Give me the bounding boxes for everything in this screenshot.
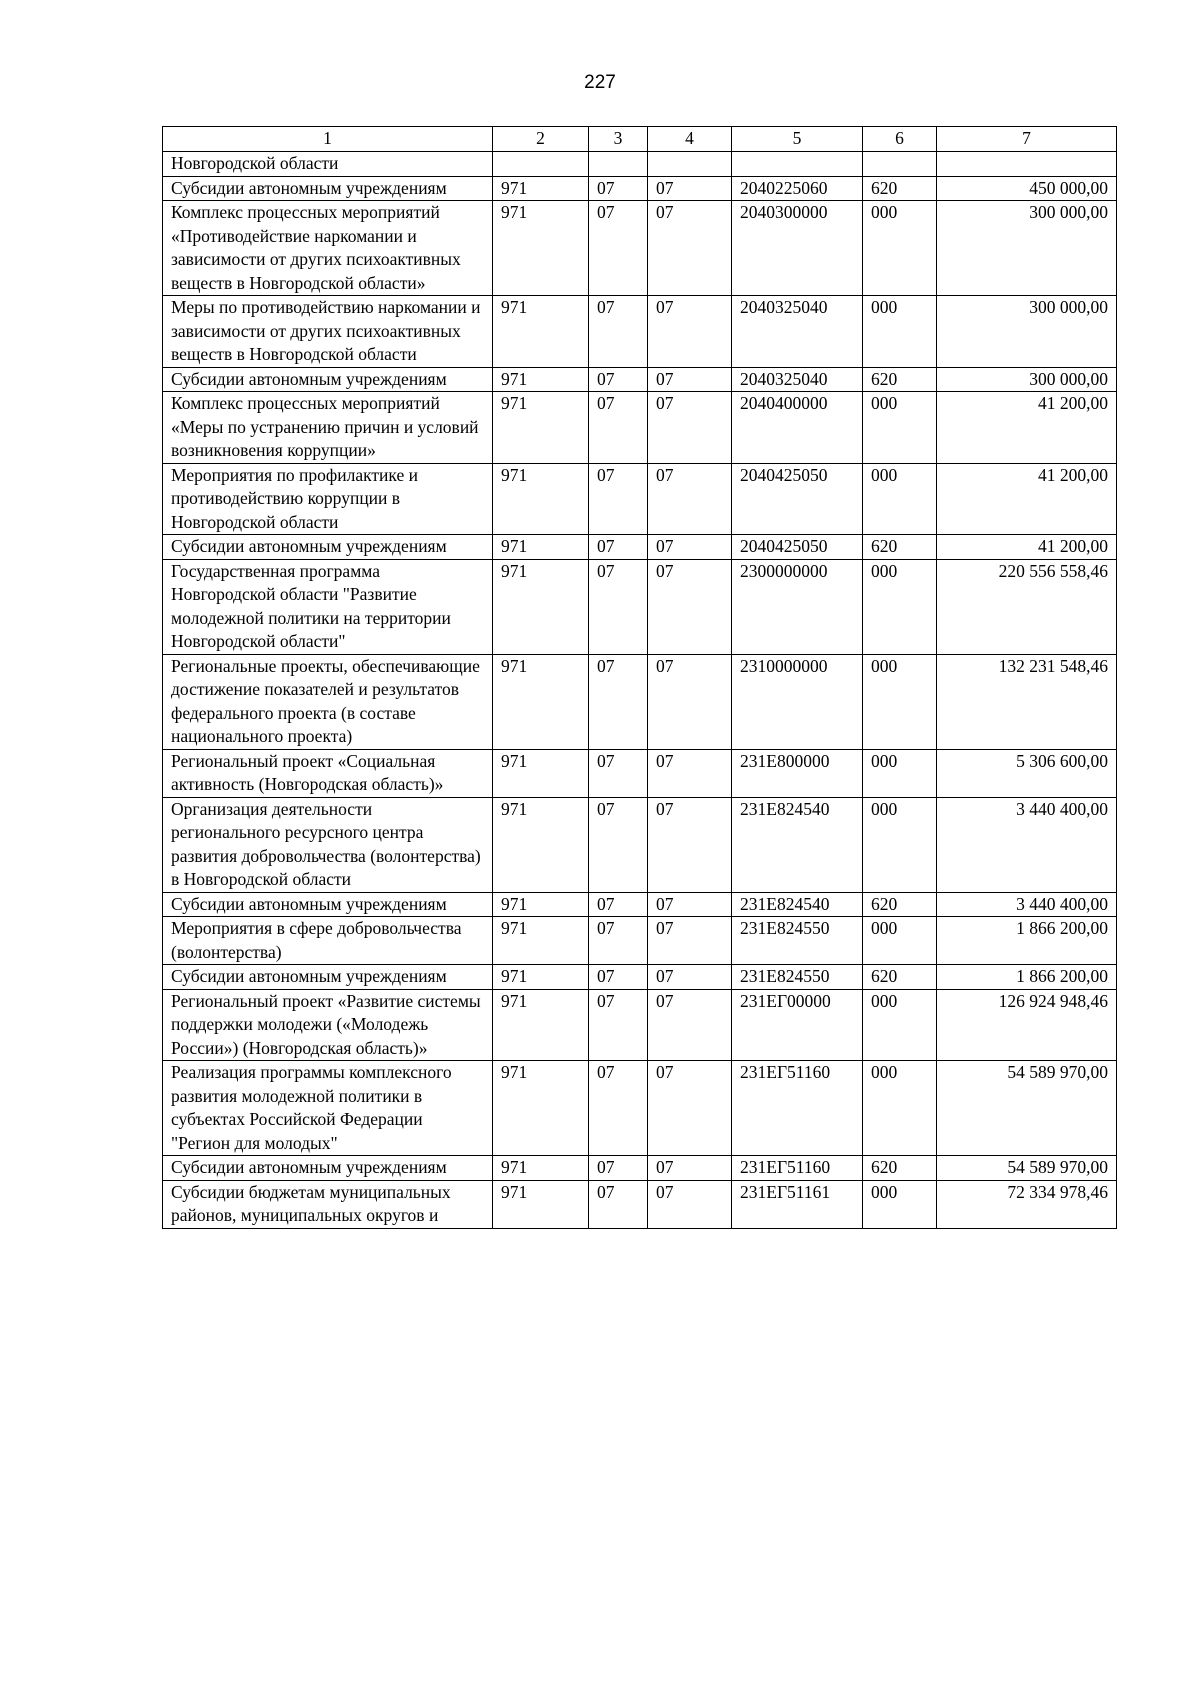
section-code-cell: 07	[589, 201, 648, 296]
target-article-code-cell: 231Е800000	[732, 749, 863, 797]
table-row	[163, 965, 1117, 990]
expense-type-code-cell: 000	[863, 559, 937, 654]
column-header: 2	[493, 127, 589, 152]
header-row	[163, 127, 1117, 152]
table-row	[163, 1156, 1117, 1181]
ministry-code-cell: 971	[493, 535, 589, 560]
ministry-code-cell: 971	[493, 392, 589, 464]
target-article-code-cell: 2040325040	[732, 367, 863, 392]
expense-type-code-cell	[863, 152, 937, 177]
expense-type-code-cell: 000	[863, 797, 937, 892]
target-article-code-cell: 2040325040	[732, 296, 863, 368]
section-code-cell: 07	[589, 535, 648, 560]
target-article-code-cell: 231Е824550	[732, 917, 863, 965]
amount-cell: 300 000,00	[937, 296, 1117, 368]
table-row	[163, 989, 1117, 1061]
section-code-cell: 07	[589, 989, 648, 1061]
section-code-cell: 07	[589, 559, 648, 654]
section-code-cell: 07	[589, 749, 648, 797]
target-article-code-cell: 231Е824540	[732, 797, 863, 892]
table-row	[163, 749, 1117, 797]
item-name-cell: Комплекс процессных мероприятий «Меры по устранению причин и условий возникновения коррупции»	[163, 392, 493, 464]
amount-cell: 1 866 200,00	[937, 917, 1117, 965]
expense-type-code-cell: 620	[863, 367, 937, 392]
section-code-cell: 07	[589, 797, 648, 892]
subsection-code-cell: 07	[648, 367, 732, 392]
item-name-cell: Региональные проекты, обеспечивающие достижение показателей и результатов федерального проекта (в составе национального проекта)	[163, 654, 493, 749]
amount-cell: 54 589 970,00	[937, 1156, 1117, 1181]
ministry-code-cell: 971	[493, 797, 589, 892]
budget-table	[162, 126, 1117, 1229]
item-name-cell: Субсидии автономным учреждениям	[163, 892, 493, 917]
ministry-code-cell: 971	[493, 654, 589, 749]
column-header: 6	[863, 127, 937, 152]
item-name-cell: Субсидии бюджетам муниципальных районов, муниципальных округов и	[163, 1180, 493, 1228]
amount-cell: 5 306 600,00	[937, 749, 1117, 797]
target-article-code-cell	[732, 152, 863, 177]
column-header: 4	[648, 127, 732, 152]
subsection-code-cell: 07	[648, 1180, 732, 1228]
table-row	[163, 892, 1117, 917]
expense-type-code-cell: 620	[863, 535, 937, 560]
column-header: 5	[732, 127, 863, 152]
table-row	[163, 463, 1117, 535]
section-code-cell: 07	[589, 367, 648, 392]
amount-cell: 1 866 200,00	[937, 965, 1117, 990]
table-row	[163, 917, 1117, 965]
table-row	[163, 797, 1117, 892]
expense-type-code-cell: 000	[863, 749, 937, 797]
ministry-code-cell: 971	[493, 1180, 589, 1228]
ministry-code-cell: 971	[493, 201, 589, 296]
table-row	[163, 535, 1117, 560]
ministry-code-cell: 971	[493, 917, 589, 965]
table-body	[163, 152, 1117, 1229]
item-name-cell: Мероприятия в сфере добровольчества (волонтерства)	[163, 917, 493, 965]
item-name-cell: Новгородской области	[163, 152, 493, 177]
item-name-cell: Субсидии автономным учреждениям	[163, 535, 493, 560]
item-name-cell: Субсидии автономным учреждениям	[163, 367, 493, 392]
expense-type-code-cell: 000	[863, 201, 937, 296]
amount-cell: 300 000,00	[937, 201, 1117, 296]
subsection-code-cell	[648, 152, 732, 177]
ministry-code-cell: 971	[493, 367, 589, 392]
amount-cell: 3 440 400,00	[937, 797, 1117, 892]
item-name-cell: Комплекс процессных мероприятий «Противодействие наркомании и зависимости от других психоактивных веществ в Новгородской области»	[163, 201, 493, 296]
section-code-cell: 07	[589, 392, 648, 464]
subsection-code-cell: 07	[648, 989, 732, 1061]
target-article-code-cell: 231ЕГ00000	[732, 989, 863, 1061]
subsection-code-cell: 07	[648, 749, 732, 797]
expense-type-code-cell: 620	[863, 176, 937, 201]
section-code-cell: 07	[589, 176, 648, 201]
expense-type-code-cell: 000	[863, 1061, 937, 1156]
table-row	[163, 367, 1117, 392]
subsection-code-cell: 07	[648, 965, 732, 990]
item-name-cell: Региональный проект «Социальная активность (Новгородская область)»	[163, 749, 493, 797]
subsection-code-cell: 07	[648, 1061, 732, 1156]
amount-cell: 126 924 948,46	[937, 989, 1117, 1061]
target-article-code-cell: 2300000000	[732, 559, 863, 654]
amount-cell: 132 231 548,46	[937, 654, 1117, 749]
target-article-code-cell: 2040400000	[732, 392, 863, 464]
subsection-code-cell: 07	[648, 535, 732, 560]
expense-type-code-cell: 000	[863, 296, 937, 368]
amount-cell: 72 334 978,46	[937, 1180, 1117, 1228]
section-code-cell: 07	[589, 917, 648, 965]
item-name-cell: Мероприятия по профилактике и противодействию коррупции в Новгородской области	[163, 463, 493, 535]
table-row	[163, 559, 1117, 654]
section-code-cell: 07	[589, 892, 648, 917]
expense-type-code-cell: 000	[863, 917, 937, 965]
item-name-cell: Субсидии автономным учреждениям	[163, 176, 493, 201]
target-article-code-cell: 231Е824550	[732, 965, 863, 990]
ministry-code-cell: 971	[493, 749, 589, 797]
subsection-code-cell: 07	[648, 392, 732, 464]
ministry-code-cell: 971	[493, 296, 589, 368]
amount-cell: 41 200,00	[937, 392, 1117, 464]
table-row	[163, 1180, 1117, 1228]
table-row	[163, 152, 1117, 177]
target-article-code-cell: 231Е824540	[732, 892, 863, 917]
subsection-code-cell: 07	[648, 296, 732, 368]
subsection-code-cell: 07	[648, 654, 732, 749]
table-row	[163, 1061, 1117, 1156]
expense-type-code-cell: 000	[863, 463, 937, 535]
expense-type-code-cell: 000	[863, 1180, 937, 1228]
amount-cell: 300 000,00	[937, 367, 1117, 392]
target-article-code-cell: 2040225060	[732, 176, 863, 201]
ministry-code-cell: 971	[493, 989, 589, 1061]
subsection-code-cell: 07	[648, 201, 732, 296]
ministry-code-cell	[493, 152, 589, 177]
expense-type-code-cell: 000	[863, 392, 937, 464]
subsection-code-cell: 07	[648, 559, 732, 654]
section-code-cell: 07	[589, 1180, 648, 1228]
section-code-cell: 07	[589, 1156, 648, 1181]
expense-type-code-cell: 620	[863, 965, 937, 990]
subsection-code-cell: 07	[648, 1156, 732, 1181]
ministry-code-cell: 971	[493, 463, 589, 535]
ministry-code-cell: 971	[493, 965, 589, 990]
section-code-cell: 07	[589, 296, 648, 368]
ministry-code-cell: 971	[493, 1156, 589, 1181]
amount-cell: 450 000,00	[937, 176, 1117, 201]
item-name-cell: Меры по противодействию наркомании и зависимости от других психоактивных веществ в Новгородской области	[163, 296, 493, 368]
target-article-code-cell: 2040300000	[732, 201, 863, 296]
table-row	[163, 296, 1117, 368]
section-code-cell: 07	[589, 1061, 648, 1156]
amount-cell: 41 200,00	[937, 535, 1117, 560]
section-code-cell: 07	[589, 654, 648, 749]
expense-type-code-cell: 620	[863, 892, 937, 917]
amount-cell: 220 556 558,46	[937, 559, 1117, 654]
item-name-cell: Субсидии автономным учреждениям	[163, 965, 493, 990]
target-article-code-cell: 2040425050	[732, 535, 863, 560]
column-header: 1	[163, 127, 493, 152]
page-number: 227	[584, 72, 616, 93]
amount-cell: 54 589 970,00	[937, 1061, 1117, 1156]
table-row	[163, 654, 1117, 749]
subsection-code-cell: 07	[648, 176, 732, 201]
target-article-code-cell: 2310000000	[732, 654, 863, 749]
subsection-code-cell: 07	[648, 797, 732, 892]
expense-type-code-cell: 000	[863, 989, 937, 1061]
ministry-code-cell: 971	[493, 559, 589, 654]
subsection-code-cell: 07	[648, 463, 732, 535]
section-code-cell: 07	[589, 965, 648, 990]
target-article-code-cell: 231ЕГ51161	[732, 1180, 863, 1228]
table-row	[163, 201, 1117, 296]
item-name-cell: Региональный проект «Развитие системы поддержки молодежи («Молодежь России») (Новгородская область)»	[163, 989, 493, 1061]
table-row	[163, 392, 1117, 464]
column-header: 7	[937, 127, 1117, 152]
table-row	[163, 176, 1117, 201]
expense-type-code-cell: 620	[863, 1156, 937, 1181]
target-article-code-cell: 231ЕГ51160	[732, 1061, 863, 1156]
amount-cell: 41 200,00	[937, 463, 1117, 535]
ministry-code-cell: 971	[493, 176, 589, 201]
ministry-code-cell: 971	[493, 892, 589, 917]
subsection-code-cell: 07	[648, 917, 732, 965]
item-name-cell: Государственная программа Новгородской области "Развитие молодежной политики на территории Новгородской области"	[163, 559, 493, 654]
amount-cell: 3 440 400,00	[937, 892, 1117, 917]
column-header: 3	[589, 127, 648, 152]
item-name-cell: Организация деятельности регионального ресурсного центра развития добровольчества (волонтерства) в Новгородской области	[163, 797, 493, 892]
target-article-code-cell: 231ЕГ51160	[732, 1156, 863, 1181]
item-name-cell: Субсидии автономным учреждениям	[163, 1156, 493, 1181]
section-code-cell	[589, 152, 648, 177]
section-code-cell: 07	[589, 463, 648, 535]
expense-type-code-cell: 000	[863, 654, 937, 749]
subsection-code-cell: 07	[648, 892, 732, 917]
target-article-code-cell: 2040425050	[732, 463, 863, 535]
amount-cell	[937, 152, 1117, 177]
item-name-cell: Реализация программы комплексного развития молодежной политики в субъектах Российской Федерации "Регион для молодых"	[163, 1061, 493, 1156]
ministry-code-cell: 971	[493, 1061, 589, 1156]
